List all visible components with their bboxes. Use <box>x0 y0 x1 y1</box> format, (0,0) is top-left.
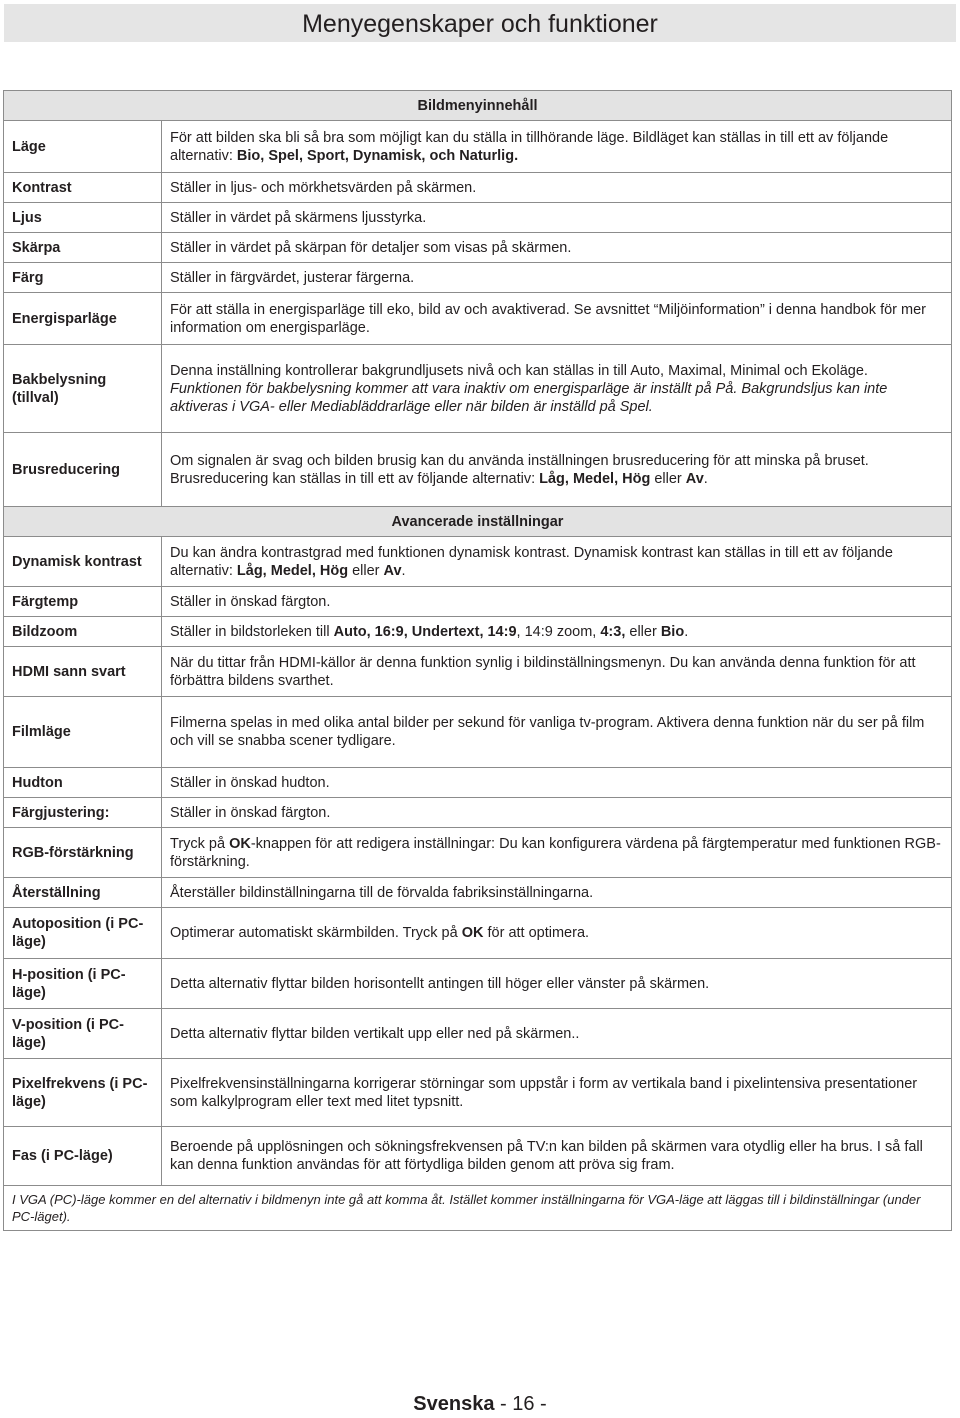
section-header-advanced: Avancerade inställningar <box>4 507 952 537</box>
table-row <box>4 1009 952 1059</box>
row-description: När du tittar från HDMI-källor är denna funktion synlig i bildinställningsmenyn. Du kan använda denna funktion för att förbättra bildens svarthet. <box>162 647 952 697</box>
row-label: Läge <box>4 121 162 173</box>
table-row <box>4 1059 952 1127</box>
row-description: För att bilden ska bli så bra som möjligt kan du ställa in tillhörande läge. Bildläget kan ställas in till ett av följande alternativ: Bio, Spel, Sport, Dynamisk, och Naturlig. <box>162 121 952 173</box>
row-description: Återställer bildinställningarna till de förvalda fabriksinställningarna. <box>162 878 952 908</box>
table-row <box>4 537 952 587</box>
row-description: Detta alternativ flyttar bilden horisontellt antingen till höger eller vänster på skärmen. <box>162 959 952 1009</box>
note-row <box>4 1186 952 1231</box>
row-label: Dynamisk kontrast <box>4 537 162 587</box>
row-description: Pixelfrekvensinställningarna korrigerar störningar som uppstår i form av vertikala band i pixelintensiva presentationer som kalkylprogram eller text med litet typsnitt. <box>162 1059 952 1127</box>
row-label: HDMI sann svart <box>4 647 162 697</box>
table-row <box>4 1127 952 1186</box>
row-label: Hudton <box>4 768 162 798</box>
table-row <box>4 798 952 828</box>
title-bar <box>4 4 956 42</box>
row-description: Ställer in önskad färgton. <box>162 587 952 617</box>
table-row <box>4 233 952 263</box>
section-header-row <box>4 91 952 121</box>
row-label: Återställning <box>4 878 162 908</box>
table-row <box>4 959 952 1009</box>
row-label: Pixelfrekvens (i PC-läge) <box>4 1059 162 1127</box>
row-description: Filmerna spelas in med olika antal bilder per sekund för vanliga tv-program. Aktivera denna funktion när du ser på film och vill se snabba scener tydligare. <box>162 697 952 768</box>
row-description: Ställer in önskad hudton. <box>162 768 952 798</box>
row-label: Bakbelysning (tillval) <box>4 345 162 433</box>
vga-note: I VGA (PC)-läge kommer en del alternativ i bildmenyn inte gå att komma åt. Istället kommer inställningarna för VGA-läge att läggas till i bildinställningar (under PC-läget). <box>4 1186 952 1231</box>
row-description: Denna inställning kontrollerar bakgrundljusets nivå och kan ställas in till Auto, Maximal, Minimal och Ekoläge. Funktionen för bakbelysning kommer att vara inaktiv om energisparläge är inställt på På. Bakgrundsljus kan inte aktiveras i VGA- eller Mediabläddrarläge eller när bilden är inställd på Spel. <box>162 345 952 433</box>
table-row <box>4 121 952 173</box>
table-row <box>4 908 952 959</box>
row-label: Energisparläge <box>4 293 162 345</box>
row-label: Färgtemp <box>4 587 162 617</box>
row-description: Ställer in önskad färgton. <box>162 798 952 828</box>
row-label: H-position (i PC-läge) <box>4 959 162 1009</box>
row-description: Beroende på upplösningen och sökningsfrekvensen på TV:n kan bilden på skärmen vara otydlig eller ha brus. I så fall kan denna funktion användas för att förtydliga bilden genom att pröva sig fram. <box>162 1127 952 1186</box>
table-row <box>4 647 952 697</box>
table-row <box>4 433 952 507</box>
row-description: Optimerar automatiskt skärmbilden. Tryck på OK för att optimera. <box>162 908 952 959</box>
row-description: Ställer in ljus- och mörkhetsvärden på skärmen. <box>162 173 952 203</box>
row-description: Ställer in värdet på skärmens ljusstyrka. <box>162 203 952 233</box>
table-row <box>4 173 952 203</box>
row-description: Tryck på OK-knappen för att redigera inställningar: Du kan konfigurera värdena på färgtemperatur med funktionen RGB-förstärkning. <box>162 828 952 878</box>
section-header-row <box>4 507 952 537</box>
row-label: RGB-förstärkning <box>4 828 162 878</box>
table-row <box>4 617 952 647</box>
row-description: Om signalen är svag och bilden brusig kan du använda inställningen brusreducering för att minska på bruset. Brusreducering kan ställas in till ett av följande alternativ: Låg, Medel, Hög eller Av. <box>162 433 952 507</box>
row-label: V-position (i PC-läge) <box>4 1009 162 1059</box>
row-label: Autoposition (i PC-läge) <box>4 908 162 959</box>
table-row <box>4 203 952 233</box>
table-row <box>4 263 952 293</box>
row-description: Ställer in värdet på skärpan för detaljer som visas på skärmen. <box>162 233 952 263</box>
page-footer <box>0 1393 960 1416</box>
row-label: Färgjustering: <box>4 798 162 828</box>
row-label: Bildzoom <box>4 617 162 647</box>
row-label: Fas (i PC-läge) <box>4 1127 162 1186</box>
table-row <box>4 697 952 768</box>
row-description: Du kan ändra kontrastgrad med funktionen dynamisk kontrast. Dynamisk kontrast kan ställas in till ett av följande alternativ: Låg, Medel, Hög eller Av. <box>162 537 952 587</box>
table-row <box>4 587 952 617</box>
table-row <box>4 828 952 878</box>
page-title: Menyegenskaper och funktioner <box>302 10 658 38</box>
menu-features-table <box>3 90 952 1231</box>
table-row <box>4 768 952 798</box>
footer-language: Svenska <box>413 1393 495 1415</box>
table-row <box>4 878 952 908</box>
row-description: Ställer in bildstorleken till Auto, 16:9, Undertext, 14:9, 14:9 zoom, 4:3, eller Bio. <box>162 617 952 647</box>
row-label: Skärpa <box>4 233 162 263</box>
row-label: Färg <box>4 263 162 293</box>
row-label: Brusreducering <box>4 433 162 507</box>
row-description: För att ställa in energisparläge till eko, bild av och avaktiverad. Se avsnittet “Miljöinformation” i denna handbok för mer information om energisparläge. <box>162 293 952 345</box>
table-row <box>4 345 952 433</box>
page-number: - 16 - <box>500 1393 547 1415</box>
row-description: Ställer in färgvärdet, justerar färgerna. <box>162 263 952 293</box>
row-description: Detta alternativ flyttar bilden vertikalt upp eller ned på skärmen.. <box>162 1009 952 1059</box>
table-row <box>4 293 952 345</box>
row-label: Ljus <box>4 203 162 233</box>
section-header-picture: Bildmenyinnehåll <box>4 91 952 121</box>
row-label: Filmläge <box>4 697 162 768</box>
row-label: Kontrast <box>4 173 162 203</box>
